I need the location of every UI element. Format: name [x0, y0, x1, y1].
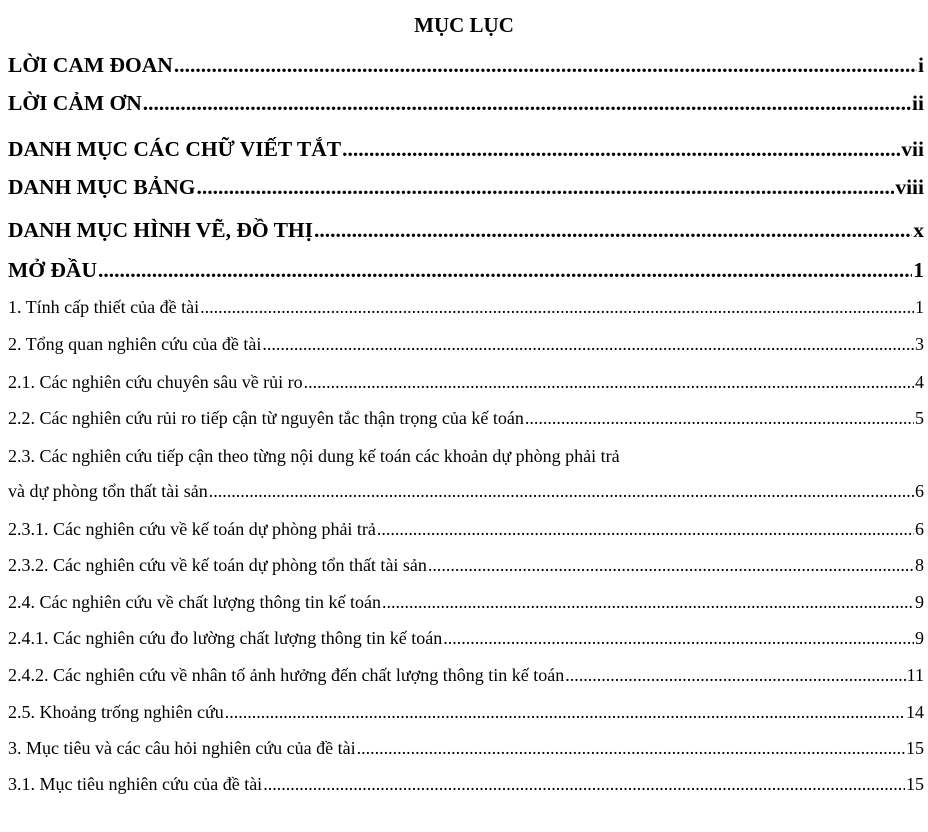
toc-entry[interactable] [8, 771, 924, 797]
toc-entry-text: 2.3.1. Các nghiên cứu về kế toán dự phòng phải trả [8, 519, 376, 539]
dot-leader [98, 255, 912, 285]
toc-entry-text-continued: và dự phòng tổn thất tài sản [8, 481, 208, 501]
toc-entry[interactable] [8, 405, 924, 431]
toc-entry-page: 9 [915, 628, 924, 648]
toc-entry-text: 2. Tổng quan nghiên cứu của đề tài [8, 334, 262, 354]
toc-entry-text: 1. Tính cấp thiết của đề tài [8, 297, 200, 317]
toc-entry[interactable] [8, 88, 924, 118]
toc-entry-page: 3 [915, 334, 924, 354]
toc-entry[interactable] [8, 294, 924, 320]
dot-leader [382, 589, 914, 615]
toc-entry-page: 9 [915, 592, 924, 612]
toc-entry-text: 3.1. Mục tiêu nghiên cứu của đề tài [8, 774, 263, 794]
toc-entry-line2[interactable] [8, 478, 924, 504]
toc-entry-page: 8 [915, 555, 924, 575]
toc-entry[interactable] [8, 516, 924, 542]
toc-entry-page: i [918, 53, 924, 77]
toc-entry[interactable] [8, 331, 924, 357]
dot-leader [314, 215, 912, 245]
toc-entry-page: viii [895, 175, 924, 199]
toc-entry-page: 4 [915, 372, 924, 392]
dot-leader [209, 478, 914, 504]
dot-leader [525, 405, 914, 431]
toc-entry[interactable] [8, 134, 924, 164]
dot-leader [443, 625, 914, 651]
dot-leader [225, 699, 905, 725]
toc-entry[interactable] [8, 735, 924, 761]
toc-entry-page: 1 [913, 258, 924, 282]
toc-entry-page: 15 [906, 738, 924, 758]
toc-entry-page: 6 [915, 519, 924, 539]
toc-entry[interactable] [8, 172, 924, 202]
toc-entry-page: 15 [906, 774, 924, 794]
toc-entry-text: LỜI CAM ĐOAN [8, 53, 173, 77]
dot-leader [342, 134, 900, 164]
toc-entry-text: DANH MỤC BẢNG [8, 175, 196, 199]
dot-leader [565, 662, 905, 688]
toc-entry-text: 2.2. Các nghiên cứu rủi ro tiếp cận từ nguyên tắc thận trọng của kế toán [8, 408, 524, 428]
toc-entry-text: 3. Mục tiêu và các câu hỏi nghiên cứu của đề tài [8, 738, 356, 758]
dot-leader [304, 369, 914, 395]
toc-entry-page: 11 [906, 665, 924, 685]
toc-entry-text: DANH MỤC HÌNH VẼ, ĐỒ THỊ [8, 218, 314, 242]
toc-entry[interactable] [8, 699, 924, 725]
toc-entry-text: LỜI CẢM ƠN [8, 91, 142, 115]
dot-leader [197, 172, 895, 202]
toc-entry-text: 2.4.2. Các nghiên cứu về nhân tố ảnh hưởng đến chất lượng thông tin kế toán [8, 665, 565, 685]
dot-leader [357, 735, 905, 761]
toc-entry-text: 2.4. Các nghiên cứu về chất lượng thông tin kế toán [8, 592, 381, 612]
toc-entry[interactable] [8, 255, 924, 285]
toc-entry-page: vii [901, 137, 924, 161]
toc-entry[interactable] [8, 369, 924, 395]
toc-entry-text: 2.1. Các nghiên cứu chuyên sâu về rủi ro [8, 372, 303, 392]
toc-entry-text: 2.5. Khoảng trống nghiên cứu [8, 702, 224, 722]
dot-leader [428, 552, 914, 578]
toc-entry-text: 2.3. Các nghiên cứu tiếp cận theo từng nội dung kế toán các khoản dự phòng phải trả [8, 446, 620, 466]
toc-entry-page: 6 [915, 481, 924, 501]
dot-leader [143, 88, 911, 118]
toc-entry-page: 14 [906, 702, 924, 722]
toc-entry-page: 1 [915, 297, 924, 317]
toc-entry-page: ii [912, 91, 924, 115]
toc-entry-text: 2.4.1. Các nghiên cứu đo lường chất lượng thông tin kế toán [8, 628, 443, 648]
toc-entry[interactable] [8, 589, 924, 615]
toc-entry[interactable] [8, 552, 924, 578]
toc-entry-text: DANH MỤC CÁC CHỮ VIẾT TẮT [8, 137, 342, 161]
page-title: MỤC LỤC [414, 13, 514, 37]
toc-entry[interactable] [8, 50, 924, 80]
dot-leader [174, 50, 917, 80]
dot-leader [263, 771, 905, 797]
toc-entry[interactable] [8, 662, 924, 688]
toc-entry[interactable] [8, 625, 924, 651]
toc-entry-text: 2.3.2. Các nghiên cứu về kế toán dự phòng tổn thất tài sản [8, 555, 427, 575]
dot-leader [200, 294, 914, 320]
toc-entry-line1[interactable] [8, 443, 924, 469]
dot-leader [262, 331, 914, 357]
toc-entry-page: 5 [915, 408, 924, 428]
toc-entry-text: MỞ ĐẦU [8, 258, 97, 282]
toc-entry-page: x [913, 218, 924, 242]
dot-leader [377, 516, 914, 542]
toc-entry[interactable] [8, 215, 924, 245]
